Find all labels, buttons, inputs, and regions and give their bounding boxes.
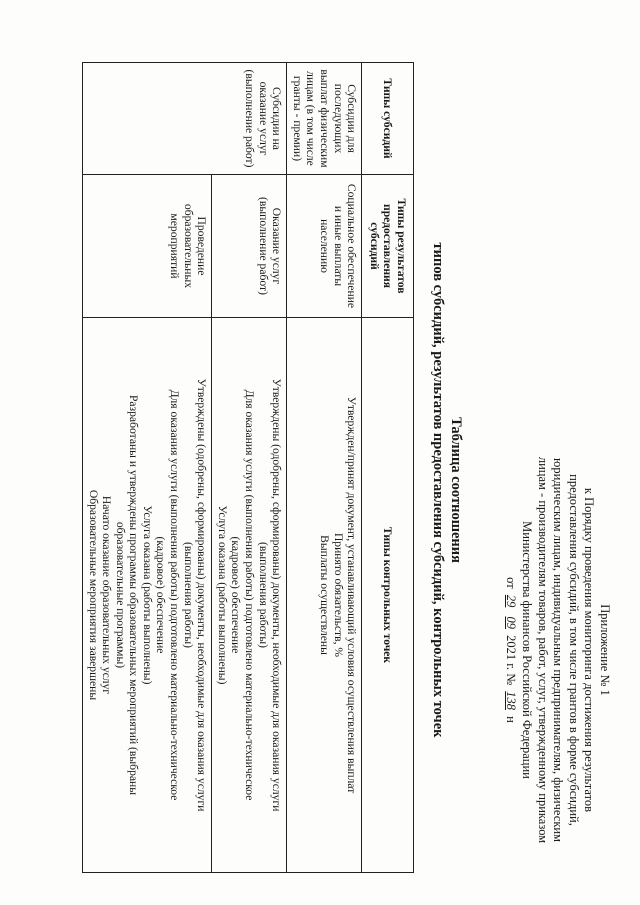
title-line-2: типов субсидий, результатов предоставления субсидий, контрольных точек	[430, 242, 446, 738]
result-type-cell: Оказание услуг (выполнение работ)	[212, 175, 287, 318]
result-type-cell: Проведение образовательных мероприятий	[82, 175, 211, 318]
checkpoint-line: (выполнения работы)	[181, 542, 195, 648]
order-month: 09	[504, 616, 518, 629]
table-header-row	[362, 63, 414, 873]
checkpoint-line: Разработаны и утверждены программы образовательных мероприятий (выбраны	[127, 394, 141, 796]
header-subsidy-types: Типы субсидий	[362, 63, 414, 175]
checkpoint-line: Выплаты осуществлены	[318, 535, 332, 655]
date-prefix: от	[504, 577, 518, 589]
order-year: 2021 г.	[504, 635, 518, 671]
checkpoint-cell	[287, 318, 362, 873]
checkpoint-line: Утверждены (одобрены, сформированы) документы, необходимые для оказания услуги	[195, 378, 209, 812]
checkpoint-cell	[212, 318, 287, 873]
correlation-table	[82, 62, 414, 873]
header-line: к Порядку проведения мониторинга достижения результатов	[582, 487, 597, 813]
order-day: 29	[504, 594, 518, 608]
subsidy-type-cell: Субсидии для последующих выплат физическим лицам (в том числе гранты - премии)	[287, 63, 362, 175]
checkpoint-line: Услуга оказана (работы выполнены)	[215, 505, 229, 685]
checkpoint-line: Образовательные мероприятия завершены	[86, 489, 100, 701]
number-prefix: №	[504, 673, 518, 686]
checkpoint-line: Для оказания услуги (выполнения работы) подготовлено материально-техническое	[168, 389, 182, 801]
checkpoint-line: (кадровое) обеспечение	[229, 536, 243, 654]
header-line: предоставления субсидий, в том числе грантов в форме субсидий,	[567, 474, 581, 826]
table-row	[212, 63, 287, 873]
table-row	[287, 63, 362, 873]
number-suffix: н	[504, 716, 518, 723]
checkpoint-line: Начато оказание образовательных услуг	[100, 495, 114, 695]
checkpoint-line: Принято обязательств, %	[331, 532, 345, 658]
checkpoint-line: образовательные программы)	[113, 521, 127, 669]
checkpoint-line: Утвержден/принят документ, устанавливающий условия осуществления выплат	[345, 396, 359, 794]
header-line: Министерства финансов Российской Федерации	[520, 521, 535, 779]
appendix-number: Приложение № 1	[598, 604, 612, 696]
header-checkpoint-types: Типы контрольных точек	[362, 318, 414, 873]
checkpoint-line: (выполнения работы)	[256, 542, 270, 648]
checkpoint-line: Для оказания услуги (выполнения работы) подготовлено материально-техническое	[243, 389, 257, 801]
order-date-line	[503, 435, 519, 865]
result-type-cell: Социальное обеспечение и иные выплаты населению	[287, 175, 362, 318]
order-number: 138	[504, 691, 518, 710]
checkpoint-line: Утверждены (одобрены, сформированы) документы, необходимые для оказания услуги	[270, 378, 284, 812]
table-row	[82, 63, 211, 873]
checkpoint-line: (кадровое) обеспечение	[154, 536, 168, 654]
subsidy-type-cell: Субсидии на оказание услуг (выполнение работ)	[82, 63, 286, 175]
header-result-types: Типы результатов предоставления субсидий	[362, 175, 414, 318]
checkpoint-line: Услуга оказана (работы выполнены)	[140, 505, 154, 685]
title-line-1: Таблица соотношения	[448, 417, 464, 563]
document-title	[429, 170, 465, 810]
appendix-header	[503, 435, 613, 865]
checkpoint-cell	[82, 318, 211, 873]
header-line: лицам - производителям товаров, работ, услуг, утвержденному приказом	[536, 456, 550, 844]
header-line: юридическим лицам, индивидуальным предпринимателям, физическим	[551, 457, 566, 842]
